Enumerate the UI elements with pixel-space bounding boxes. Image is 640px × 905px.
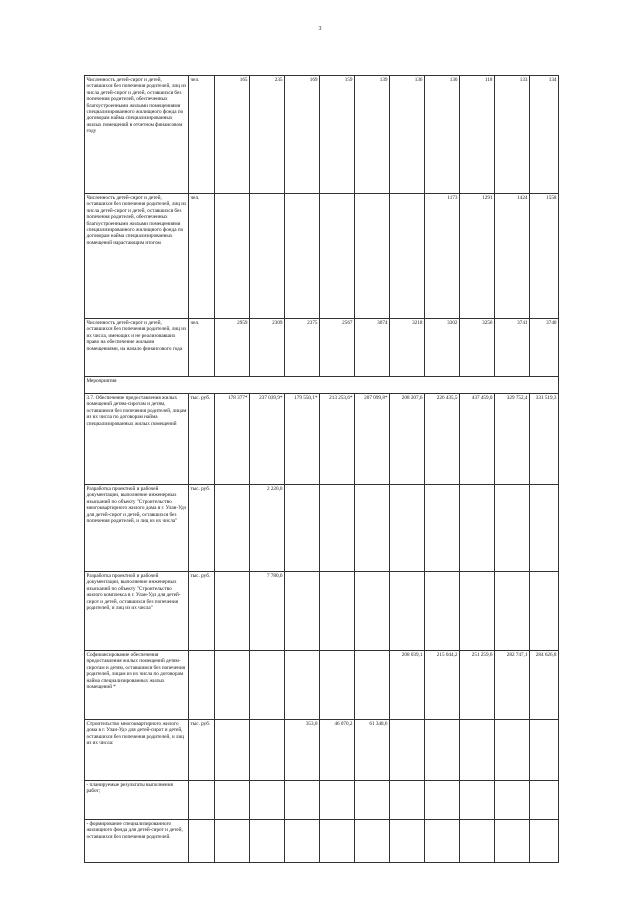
section-heading-row	[85, 377, 559, 394]
cell-value: 235	[250, 76, 285, 194]
cell-value: 61 348,6	[355, 720, 390, 781]
cell-value: 1558	[530, 194, 559, 319]
cell-value	[215, 572, 250, 651]
cell-value	[285, 485, 320, 572]
cell-value	[215, 720, 250, 781]
indicators-table	[84, 75, 559, 863]
cell-value	[250, 651, 285, 720]
table-row	[85, 319, 559, 377]
table-row	[85, 572, 559, 651]
cell-value: 213 253,6*	[320, 394, 355, 485]
cell-value	[215, 194, 250, 319]
cell-value	[355, 194, 390, 319]
row-unit: тыс. руб.	[189, 394, 215, 485]
row-unit	[189, 651, 215, 720]
cell-value: 3256	[460, 319, 495, 377]
cell-value: 2 220,0	[250, 485, 285, 572]
cell-value	[460, 720, 495, 781]
cell-value: 169	[285, 76, 320, 194]
cell-value	[495, 485, 530, 572]
cell-value	[320, 572, 355, 651]
cell-value: 437 459,0	[460, 394, 495, 485]
row-unit: тыс. руб.	[189, 720, 215, 781]
cell-value: 3302	[425, 319, 460, 377]
cell-value: 136	[390, 76, 425, 194]
cell-value: 331 519,3	[530, 394, 559, 485]
cell-value	[250, 720, 285, 781]
cell-value: 215 044,2	[425, 651, 460, 720]
row-label: Разработка проектной и рабочей документации, выполнение инженерных изысканий по объекту "Строительство многоквартирного жилого дома в г. Улан-Удэ для детей-сирот и детей, оставшихся без попечения родителей, и лиц из их числа"	[85, 485, 189, 572]
cell-value: 178 377*	[215, 394, 250, 485]
row-unit: чел.	[189, 194, 215, 319]
table-row	[85, 781, 559, 820]
sub-item-label: - формирование специализированного жилищного фонда для детей-сирот и детей, оставшихся без попечения родителей.	[85, 820, 189, 863]
cell-value	[390, 194, 425, 319]
table-row	[85, 194, 559, 319]
cell-value: 1291	[460, 194, 495, 319]
cell-value: 139	[355, 76, 390, 194]
cell-value: 130	[425, 76, 460, 194]
cell-value	[215, 651, 250, 720]
cell-value: 2375	[285, 319, 320, 377]
cell-value	[530, 720, 559, 781]
cell-value: 165	[215, 76, 250, 194]
cell-value	[250, 194, 285, 319]
cell-value: 208 039,1	[390, 651, 425, 720]
cell-value: 2959	[215, 319, 250, 377]
cell-value	[320, 651, 355, 720]
row-label: Разработка проектной и рабочей документации, выполнение инженерных изысканий по объекту "Строительство жилого комплекса в г. Улан-Удэ для детей-сирот и детей, оставшихся без попечения родителей, и лиц из их числа"	[85, 572, 189, 651]
cell-value	[460, 485, 495, 572]
row-label: Строительство многоквартирного жилого дома в г. Улан-Удэ для детей-сирот и детей, оставшихся без попечения родителей, и лиц из их числа:	[85, 720, 189, 781]
cell-value	[390, 572, 425, 651]
cell-value	[355, 572, 390, 651]
cell-value: 46 070,2	[320, 720, 355, 781]
page-number: 3	[318, 26, 322, 32]
cell-value: 208 207,6	[390, 394, 425, 485]
row-unit: чел.	[189, 319, 215, 377]
cell-value: 133	[495, 76, 530, 194]
cell-value: 226 435,5	[425, 394, 460, 485]
cell-value	[495, 572, 530, 651]
cell-value: 118	[460, 76, 495, 194]
cell-value	[530, 485, 559, 572]
cell-value: 159	[320, 76, 355, 194]
cell-value: 207 099,8*	[355, 394, 390, 485]
cell-value	[390, 720, 425, 781]
cell-value	[320, 485, 355, 572]
row-label: Численность детей-сирот и детей, оставшихся без попечения родителей, лиц из их числа, имеющих и не реализовавших право на обеспечение жилыми помещениями, на начало финансового года	[85, 319, 189, 377]
table-row	[85, 820, 559, 863]
cell-value: 3218	[390, 319, 425, 377]
cell-value: 282 747,1	[495, 651, 530, 720]
cell-value	[425, 572, 460, 651]
cell-value	[320, 194, 355, 319]
cell-value: 134	[530, 76, 559, 194]
cell-value	[355, 651, 390, 720]
table-row	[85, 720, 559, 781]
cell-value	[285, 194, 320, 319]
cell-value: 1173	[425, 194, 460, 319]
cell-value: 353,0	[285, 720, 320, 781]
cell-value: 2567	[320, 319, 355, 377]
cell-value: 3074	[355, 319, 390, 377]
cell-value	[495, 720, 530, 781]
cell-value: 237 039,9*	[250, 394, 285, 485]
cell-value: 3740	[530, 319, 559, 377]
table-row	[85, 485, 559, 572]
table-row	[85, 651, 559, 720]
row-label: Численность детей-сирот и детей, оставшихся без попечения родителей, лиц из числа детей-сирот и детей, оставшихся без попечения родителей, обеспеченных благоустроенными жилыми помещениями специализированного жилищного фонда по договорам найма специализированных помещений нарастающим итогом	[85, 194, 189, 319]
cell-value: 329 752,4	[495, 394, 530, 485]
cell-value: 179 550,1*	[285, 394, 320, 485]
row-unit: чел.	[189, 76, 215, 194]
section-heading: Мероприятия	[85, 377, 559, 394]
row-unit: тыс. руб.	[189, 485, 215, 572]
cell-value	[425, 720, 460, 781]
row-label: Софинансирование обеспечения предоставления жилых помещений детям-сиротам и детям, оставшимся без попечения родителей, лицам из их числа по договорам найма специализированных жилых помещений *	[85, 651, 189, 720]
row-unit: тыс. руб.	[189, 572, 215, 651]
cell-value: 251 259,6	[460, 651, 495, 720]
cell-value: 284 626,8	[530, 651, 559, 720]
row-label: 3.7. Обеспечение предоставления жилых помещений детям-сиротам и детям, оставшимся без попечения родителей, лицам из их числа по договорам найма специализированных жилых помещений	[85, 394, 189, 485]
cell-value	[215, 485, 250, 572]
cell-value	[285, 572, 320, 651]
cell-value	[425, 485, 460, 572]
cell-value	[285, 651, 320, 720]
cell-value: 3741	[495, 319, 530, 377]
cell-value: 2309	[250, 319, 285, 377]
table-row	[85, 394, 559, 485]
cell-value	[530, 572, 559, 651]
row-label: Численность детей-сирот и детей, оставшихся без попечения родителей, лиц из числа детей-сирот и детей, оставшихся без попечения родителей, обеспеченных благоустроенными жилыми помещениями специализированного жилищного фонда по договорам найма специализированных жилых помещений в отчетном финансовом году	[85, 76, 189, 194]
cell-value	[355, 485, 390, 572]
cell-value: 1424	[495, 194, 530, 319]
cell-value: 7 780,0	[250, 572, 285, 651]
table-row	[85, 76, 559, 194]
cell-value	[390, 485, 425, 572]
cell-value	[460, 572, 495, 651]
sub-item-label: - планируемые результаты выполнения работ;	[85, 781, 189, 820]
